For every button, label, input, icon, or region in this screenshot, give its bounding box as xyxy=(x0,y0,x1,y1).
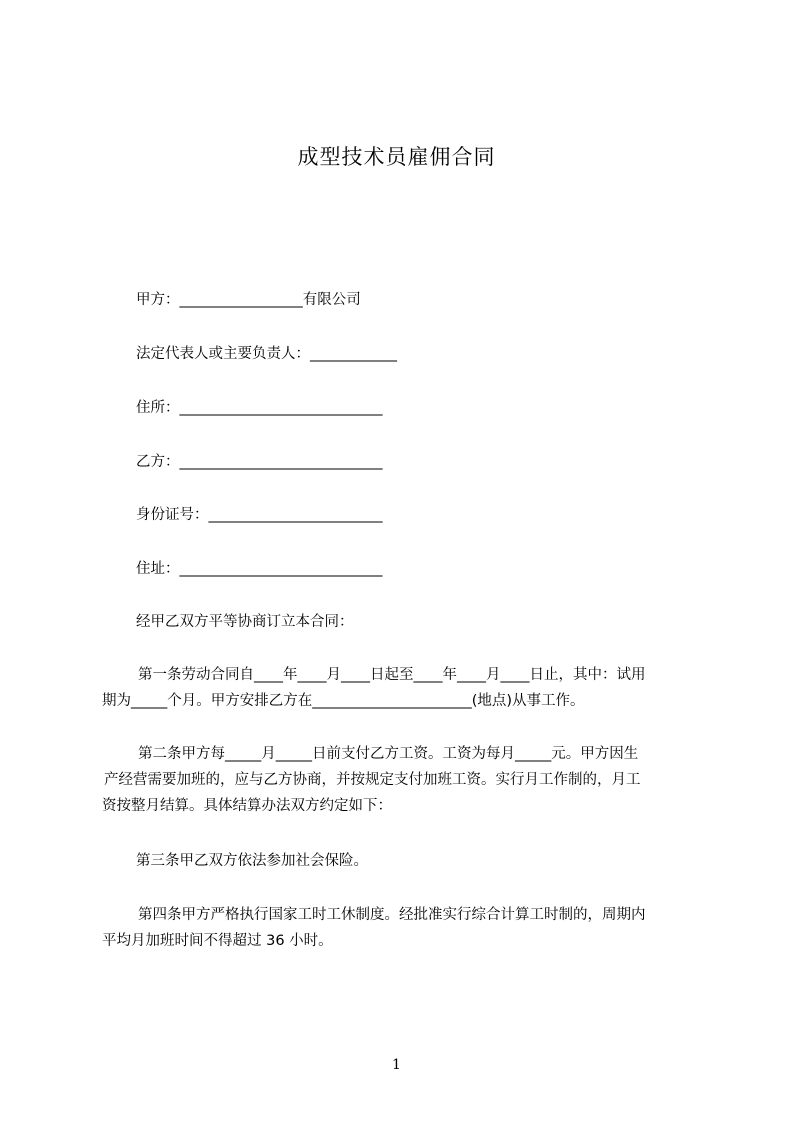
article-3-line-1: 第三条甲乙双方依法参加社会保险。 xyxy=(136,853,368,869)
article-2-line-2: 产经营需要加班的，应与乙方协商，并按规定支付加班工资。实行月工作制的，月工 xyxy=(104,772,641,788)
page-number: 1 xyxy=(392,1057,401,1073)
id-number-field: 身份证号：________________________ xyxy=(136,507,383,523)
article-2 xyxy=(102,741,717,819)
party-b-address-field: 住址：____________________________ xyxy=(136,561,383,577)
intro-statement: 经甲乙双方平等协商订立本合同： xyxy=(136,614,354,630)
article-3 xyxy=(102,848,717,874)
article-2-line-3: 资按整月结算。具体结算办法双方约定如下： xyxy=(102,798,392,814)
party-a-address-field: 住所：____________________________ xyxy=(136,400,383,416)
article-4-line-2: 平均月加班时间不得超过 36 小时。 xyxy=(102,933,333,949)
article-1-line-1: 第一条劳动合同自____年____月____日起至____年____月____日止，其中：试用 xyxy=(138,667,646,683)
document-title: 成型技术员雇佣合同 xyxy=(297,145,496,169)
article-4-line-1: 第四条甲方严格执行国家工时工休制度。经批准实行综合计算工时制的，周期内 xyxy=(138,907,646,923)
article-1 xyxy=(102,662,717,714)
article-1-line-2: 期为_____个月。甲方安排乙方在______________________(地点)从事工作。 xyxy=(102,693,585,709)
party-a-field: 甲方：_________________有限公司 xyxy=(136,292,361,308)
article-4 xyxy=(102,902,717,954)
article-2-line-1: 第二条甲方每_____月_____日前支付乙方工资。工资为每月_____元。甲方因生 xyxy=(138,746,639,762)
legal-representative-field: 法定代表人或主要负责人：____________ xyxy=(136,346,397,362)
party-b-field: 乙方：____________________________ xyxy=(136,454,383,470)
